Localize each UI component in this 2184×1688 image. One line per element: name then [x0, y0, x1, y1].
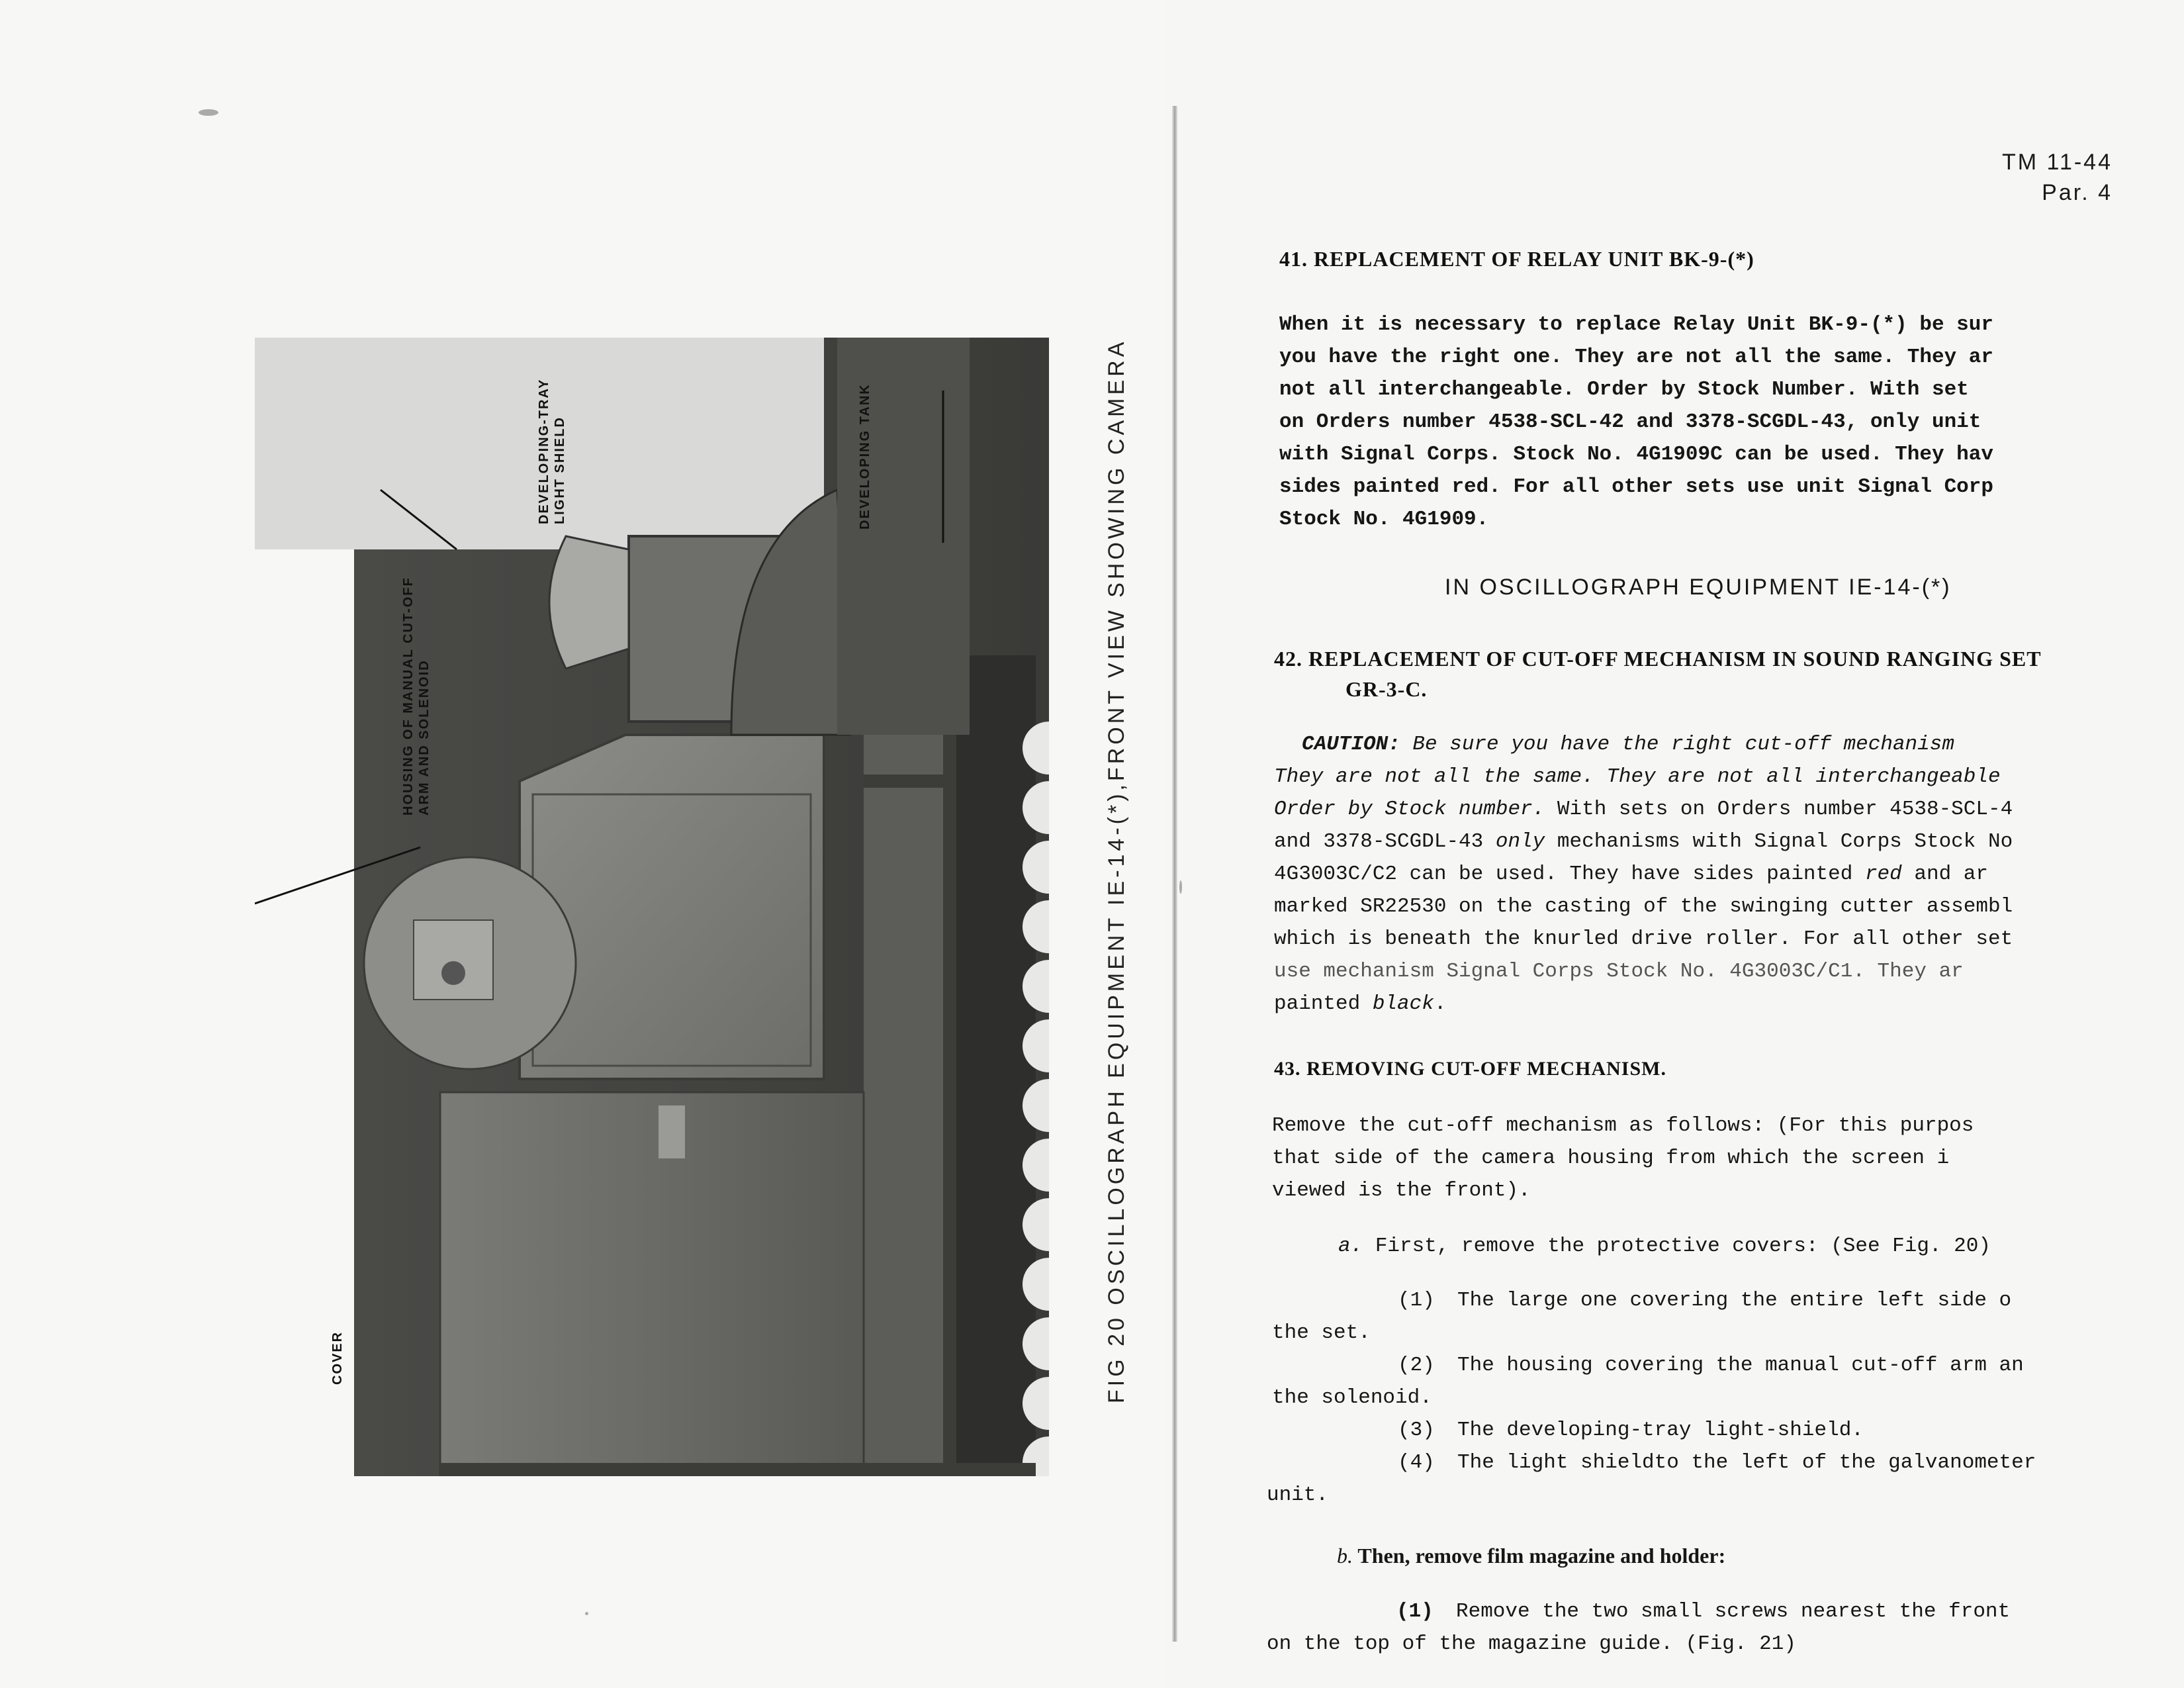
scan-speck: [585, 1612, 588, 1615]
callout-tray-line2: LIGHT SHIELD: [553, 416, 567, 524]
section-43-heading: 43. REMOVING CUT-OFF MECHANISM.: [1274, 1058, 1666, 1080]
step-b-items: [1267, 1595, 2010, 1660]
callout-housing-line1: HOUSING OF MANUAL CUT-OFF: [401, 577, 416, 816]
step-a-items: [1267, 1284, 2036, 1511]
item-text: The large one covering the entire left side o: [1457, 1289, 2012, 1312]
text-line: with Signal Corps. Stock No. 4G1909C can be used. They hav: [1279, 443, 1993, 466]
emphasis-black: black: [1372, 992, 1434, 1015]
item-number: (1): [1396, 1600, 1433, 1623]
step-b: [1337, 1540, 1725, 1572]
item-number: (4): [1398, 1451, 1435, 1474]
text-segment: .: [1433, 992, 1447, 1015]
callout-tray-line1: DEVELOPING-TRAY: [537, 378, 551, 524]
item-continuation: unit.: [1267, 1483, 1329, 1507]
section-title: IN OSCILLOGRAPH EQUIPMENT IE-14-(*): [1445, 575, 1952, 600]
caution-line: They are not all the same. They are not all interchangeable: [1274, 765, 2001, 788]
text-line: that side of the camera housing from which the screen i: [1272, 1147, 1950, 1170]
step-a: [1338, 1230, 1991, 1262]
item-number: (3): [1398, 1419, 1435, 1442]
list-item: [1272, 1349, 2036, 1382]
callout-developing-tank: DEVELOPING TANK: [858, 383, 872, 530]
section-43-intro: [1272, 1109, 1974, 1207]
text-line: [1274, 793, 2013, 825]
text-segment: 4G3003C/C2 can be used. They have sides painted: [1274, 863, 1865, 886]
text-segment: and ar: [1901, 863, 1988, 886]
text-segment: mechanisms with Signal Corps Stock No: [1545, 830, 2013, 853]
list-item: [1272, 1446, 2036, 1479]
item-continuation: the set.: [1272, 1321, 1371, 1344]
callout-cover: COVER: [330, 1331, 345, 1385]
section-42-heading-line1: 42. REPLACEMENT OF CUT-OFF MECHANISM IN SOUND RANGING SET: [1274, 647, 2042, 671]
item-text: The light shieldto the left of the galvanometer: [1457, 1451, 2036, 1474]
step-a-text: First, remove the protective covers: (See Fig. 20): [1363, 1235, 1991, 1258]
step-b-text: Then, remove film magazine and holder:: [1353, 1544, 1726, 1568]
cover-latch: [659, 1105, 685, 1158]
text-line: Stock No. 4G1909.: [1279, 508, 1489, 531]
caution-line: [1274, 728, 2013, 761]
housing-panel: [520, 735, 824, 1079]
text-line: marked SR22530 on the casting of the swinging cutter assembl: [1274, 895, 2013, 918]
page-header: [2002, 147, 2113, 208]
section-41-body: [1279, 308, 1993, 536]
item-text: The housing covering the manual cut-off arm an: [1457, 1354, 2024, 1377]
text-line: [1274, 988, 2013, 1020]
text-line: When it is necessary to replace Relay Unit BK-9-(*) be sur: [1279, 313, 1993, 336]
caution-tail: Order by Stock number.: [1274, 798, 1545, 821]
text-line: which is beneath the knurled drive roller. For all other set: [1274, 927, 2013, 951]
section-42-heading-line2: GR-3-C.: [1345, 677, 1428, 701]
text-line: not all interchangeable. Order by Stock Number. With set: [1279, 378, 1969, 401]
paragraph-number: Par. 4: [2042, 180, 2113, 205]
item-continuation: the solenoid.: [1272, 1386, 1432, 1409]
item-number: (1): [1398, 1289, 1435, 1312]
text-line: you have the right one. They are not all the same. They ar: [1279, 346, 1993, 369]
text-line: on Orders number 4538-SCL-42 and 3378-SCGDL-43, only unit: [1279, 410, 1981, 434]
item-text: The developing-tray light-shield.: [1457, 1419, 1864, 1442]
section-42-body: [1274, 728, 2013, 1020]
text-line: Remove the cut-off mechanism as follows: (For this purpos: [1272, 1114, 1974, 1137]
list-item: [1272, 1284, 2036, 1317]
text-line: sides painted red. For all other sets use unit Signal Corp: [1279, 475, 1993, 498]
side-rail: [956, 655, 1036, 1476]
camera-photo-illustration: [255, 338, 1049, 1476]
text-line: use mechanism Signal Corps Stock No. 4G3003C/C1. They ar: [1274, 960, 1964, 983]
text-segment: With sets on Orders number 4538-SCL-4: [1545, 798, 2013, 821]
text-segment: painted: [1274, 992, 1373, 1015]
section-42-heading: [1274, 643, 2042, 704]
text-segment: and 3378-SCGDL-43: [1274, 830, 1496, 853]
doc-number: TM 11-44: [2002, 150, 2113, 175]
step-a-label: a.: [1338, 1235, 1363, 1258]
lens-cone: [549, 536, 629, 669]
emphasis-only: only: [1495, 830, 1545, 853]
item-number: (2): [1398, 1354, 1435, 1377]
callout-housing-line2: ARM AND SOLENOID: [417, 659, 432, 816]
list-item: [1272, 1414, 2036, 1446]
text-line: [1274, 825, 2013, 858]
text-line: viewed is the front).: [1272, 1179, 1531, 1202]
text-line: [1274, 858, 2013, 890]
scan-speck: [1179, 880, 1182, 894]
scan-speck: [199, 109, 218, 116]
callout-tray-shield: [536, 379, 568, 524]
callout-housing: [400, 577, 432, 816]
caution-label: CAUTION:: [1302, 733, 1400, 756]
section-41-heading: 41. REPLACEMENT OF RELAY UNIT BK-9-(*): [1279, 247, 1754, 271]
item-text: Remove the two small screws nearest the front: [1456, 1600, 2011, 1623]
page-gutter: [1172, 106, 1177, 1642]
caution-text: Be sure you have the right cut-off mechanism: [1400, 733, 1954, 756]
emphasis-red: red: [1864, 863, 1902, 886]
item-continuation: on the top of the magazine guide. (Fig. 21): [1267, 1632, 1796, 1656]
list-item: [1267, 1595, 2010, 1628]
cover-panel: [440, 1092, 864, 1476]
figure-caption: FIG 20 OSCILLOGRAPH EQUIPMENT IE-14-(*),FRONT VIEW SHOWING CAMERA: [1104, 338, 1129, 1403]
oscillograph-photo: [255, 338, 1049, 1476]
step-b-label: b.: [1337, 1544, 1353, 1568]
